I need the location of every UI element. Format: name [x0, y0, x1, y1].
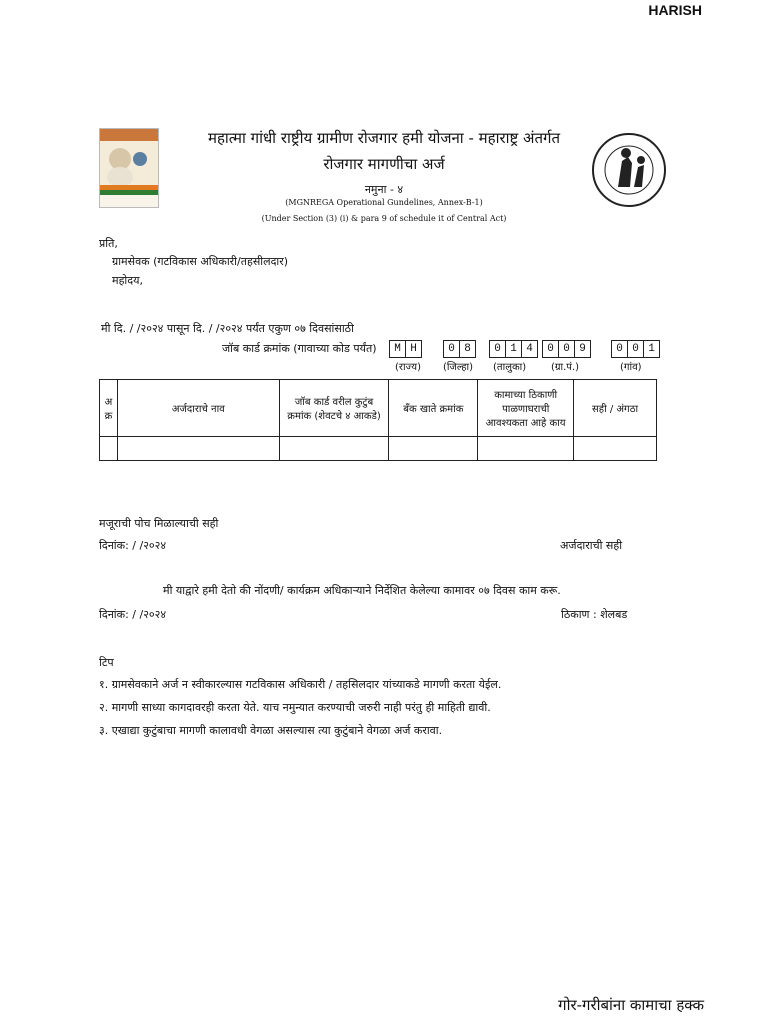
cell-serial[interactable] — [100, 437, 118, 461]
form-subtitle: रोजगार मागणीचा अर्ज — [323, 155, 445, 173]
mgnrega-logo — [99, 128, 159, 208]
cell-creche-needed[interactable] — [478, 437, 574, 461]
place-label: ठिकाण : शेलबड — [561, 608, 628, 621]
guarantee-statement: मी याद्वारे हमी देतो की नोंदणी/ कार्यक्रम अधिकाऱ्याने निर्देशित केलेल्या कामावर ०७ दिवस काम करू. — [163, 584, 561, 597]
address-prati: प्रति, — [99, 237, 118, 250]
col-applicant-name: अर्जदाराचे नाव — [117, 380, 279, 437]
note-item: ३. एखाद्या कुटुंबाचा मागणी कालावधी वेगळा असल्यास त्या कुटुंबाने वेगळा अर्ज करावा. — [99, 724, 443, 737]
code-grampanchayat: 0 0 9 — [542, 340, 591, 358]
receipt-label: मजूराची पोच मिळाल्याची सही — [99, 517, 219, 530]
code-label-taluka: (तालुका) — [493, 362, 527, 373]
applicant-signature-label: अर्जदाराची सही — [560, 539, 623, 552]
col-signature: सही / अंगठा — [574, 380, 657, 437]
salutation: महोदय, — [112, 274, 143, 287]
notes-title: टिप — [99, 656, 114, 669]
code-label-grampanchayat: (ग्रा.पं.) — [551, 362, 580, 373]
code-village: 0 0 1 — [611, 340, 660, 358]
cell-signature[interactable] — [574, 437, 657, 461]
guarantee-date: दिनांक: / /२०२४ — [99, 608, 167, 621]
code-label-village: (गांव) — [620, 362, 642, 373]
cell-jobcard-number[interactable] — [279, 437, 389, 461]
code-label-state: (राज्य) — [395, 362, 422, 373]
col-bank-account: बँक खाते क्रमांक — [389, 380, 478, 437]
code-taluka: 0 1 4 — [489, 340, 538, 358]
table-row — [100, 437, 657, 461]
form-number: नमुना - ४ — [364, 183, 404, 196]
table-header-row — [100, 380, 657, 437]
col-serial: अ क्र — [100, 380, 118, 437]
guideline-reference: (MGNREGA Operational Gundelines, Annex-B-1) — [285, 198, 483, 207]
code-district: 0 8 — [443, 340, 476, 358]
author-name: HARISH — [648, 2, 702, 18]
address-recipient: ग्रामसेवक (गटविकास अधिकारी/तहसीलदार) — [112, 255, 289, 268]
cell-applicant-name[interactable] — [117, 437, 279, 461]
applicant-table — [99, 379, 657, 461]
receipt-date: दिनांक: / /२०२४ — [99, 539, 167, 552]
note-item: २. मागणी साध्या कागदावरही करता येते. याच नमुन्यात करण्याची जरुरी नाही परंतु ही माहिती द्यावी. — [99, 701, 491, 714]
note-item: १. ग्रामसेवकाने अर्ज न स्वीकारल्यास गटविकास अधिकारी / तहसिलदार यांच्याकडे मागणी करता येईल. — [99, 678, 502, 691]
col-jobcard-number: जॉब कार्ड वरील कुटुंब क्रमांक (शेवटचे ४ आकडे) — [279, 380, 389, 437]
section-reference: (Under Section (3) (i) & para 9 of schedule it of Central Act) — [261, 214, 507, 223]
form-title: महात्मा गांधी राष्ट्रीय ग्रामीण रोजगार हमी योजना - महाराष्ट्र अंतर्गत — [207, 129, 561, 147]
footer-slogan: गोर-गरीबांना कामाचा हक्क — [558, 996, 704, 1014]
cell-bank-account[interactable] — [389, 437, 478, 461]
code-state: M H — [389, 340, 422, 358]
request-date-line: मी दि. / /२०२४ पासून दि. / /२०२४ पर्यंत एकुण ०७ दिवसांसाठी — [101, 322, 354, 335]
jobcard-label: जॉब कार्ड क्रमांक (गावाच्या कोड पर्यंत) — [222, 342, 377, 355]
col-creche-needed: कामाच्या ठिकाणी पाळणाघराची आवश्यकता आहे काय — [478, 380, 574, 437]
code-label-district: (जिल्हा) — [443, 362, 474, 373]
